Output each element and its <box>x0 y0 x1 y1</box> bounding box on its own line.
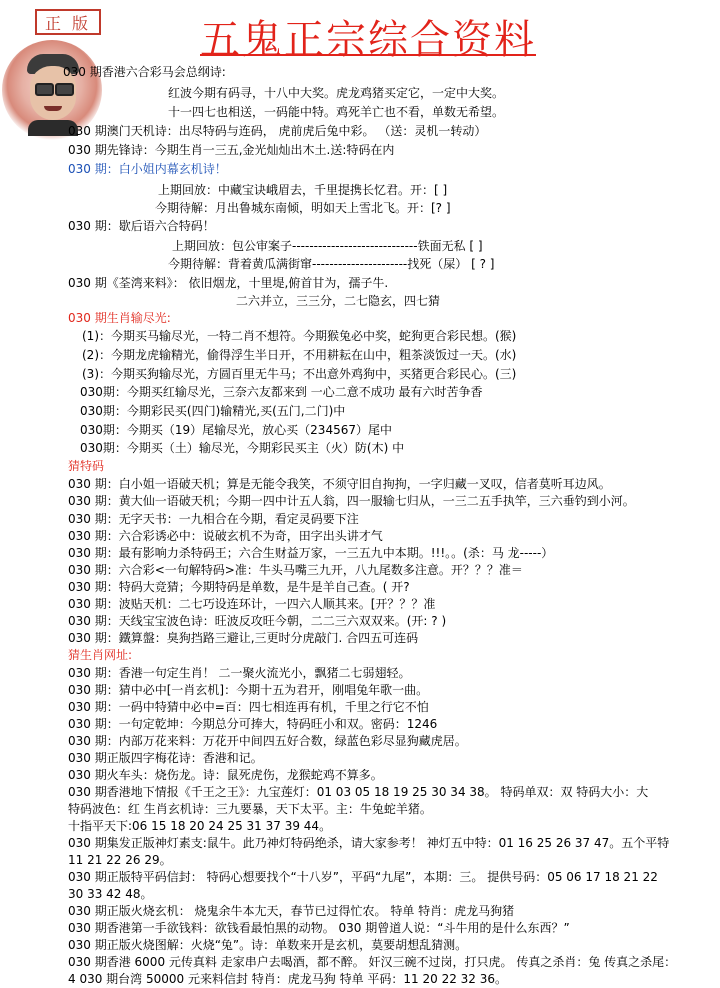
page-title: 五鬼正宗综合资料 <box>200 17 536 63</box>
text-line: 030期：今期买红输尽光，三奈六友都来到 一心二意不成功 最有六时苦争香 <box>80 385 483 399</box>
text-line: 十指平天下:06 15 18 20 24 25 31 37 39 44。 <box>68 819 332 833</box>
section-heading: 030 期生肖输尽光: <box>68 311 171 325</box>
genuine-version-badge: 正 版 <box>35 9 101 35</box>
text-line: 030 期正版火烧玄机： 烧鬼余牛本尢天，春节已过得忙农。 特单 特肖：虎龙马狗猪 <box>68 904 515 918</box>
text-line: 030 期：一句定乾坤：今期总分可捧大，特码旺小和双。密码：1246 <box>68 717 438 731</box>
header-line: 030 期香港六合彩马会总纲诗: <box>63 65 226 79</box>
text-line: 30 33 42 48。 <box>68 887 153 901</box>
text-line: 030期：今期买（19）尾输尽光，放心买（234567）尾中 <box>80 423 392 437</box>
text-line: 二六并立，三三分，二七隐玄，四七猜 <box>236 294 441 308</box>
text-line: 上期回放：中藏宝诀峨眉去，千里提携长忆君。开：[ ] <box>158 183 448 197</box>
text-line: 今期待解：背着黄瓜满街窜----------------------找死（屎） [ ? ] <box>168 257 495 271</box>
text-line: (2)：今期龙虎输精光，偷得浮生半日开，不用耕耘在山中，粗茶淡饭过一天。(水) <box>82 348 517 362</box>
text-line: 030 期：白小姐一语破天机；算是无能令我笑，不须守旧自拘拘，一字归藏一叉叹，信者莫听耳边风。 <box>68 477 611 491</box>
text-line: 11 21 22 26 29。 <box>68 853 172 867</box>
text-line: 030 期正版火烧图解：火烧“兔”。诗：单数来开是玄机，莫要胡想乱猜测。 <box>68 938 468 952</box>
text-line: 030 期：歇后语六合特码！ <box>68 219 215 233</box>
text-line: 030 期正版四字梅花诗：香港和记。 <box>68 751 263 765</box>
text-line: 030 期：无字天书：一九相合在今期，看定灵码要下注 <box>68 512 359 526</box>
text-line: 030 期：香港一句定生肖！ 二一聚火流光小，飘猪二七弱翅轻。 <box>68 666 411 680</box>
text-line: (3)：今期买狗输尽光，方圆百里无牛马；不出意外鸡狗中，买猪更合彩民心。(三) <box>82 367 517 381</box>
section-heading: 猜生肖网址: <box>68 648 133 662</box>
text-line: 030 期澳门天机诗：出尽特码与连码， 虎前虎后兔中彩。 （送：灵机一转动） <box>68 124 487 138</box>
avatar-glasses-left <box>35 83 54 96</box>
text-line: 030 期火车头：烧伤龙。诗：鼠死虎伤，龙猴蛇鸡不算多。 <box>68 768 383 782</box>
text-line: 030 期先锋诗：今期生肖一三五,金光灿灿出木土.送:特码在内 <box>68 143 395 157</box>
text-line: 030 期：波贴天机：二七巧设连环计，一四六人顺其来。[开？？？准 <box>68 597 436 611</box>
section-heading: 猜特码 <box>68 459 105 473</box>
text-line: 030 期香港 6000 元传真料 走家串户去喝酒，都不醉。 奸汉三碗不过岗，打只虎。 传真之杀肖：兔 传真之杀尾： <box>68 955 677 969</box>
text-line: 030 期集发正版神灯素支:鼠牛。此乃神灯特码绝杀，请大家参考！ 神灯五中特：01 16 25 26 37 47。五个平特 <box>68 836 670 850</box>
poem-line: 红波今期有码寻，十八中大奖。虎龙鸡猪买定它，一定中大奖。 <box>168 86 505 100</box>
section-heading: 030 期：白小姐内幕玄机诗！ <box>68 162 227 176</box>
poem-line: 十一四七也相送，一码能中特。鸡死羊亡也不看，单数无希望。 <box>168 105 505 119</box>
text-line: 030 期：六合彩<一句解特码>准：牛头马嘴三九开，八九尾数多注意。开？？？准＝ <box>68 563 523 577</box>
text-line: 030期：今期买（土）输尽光，今期彩民买主（火）防(木) 中 <box>80 441 405 455</box>
text-line: 特码波色：红 生肖玄机诗：三九要暴，天下太平。主：牛兔蛇羊猪。 <box>68 802 432 816</box>
text-line: 今期待解：月出鲁城东南倾，明如天上雪北飞。开：[? ] <box>155 201 451 215</box>
avatar-glasses-right <box>55 83 74 96</box>
text-line: 030 期《荃湾来料》： 依旧烟龙，十里堤,俯首甘为，孺子牛. <box>68 276 389 290</box>
text-line: 030 期：猜中必中[一肖玄机]：今期十五为君开，刚唱兔年歌一曲。 <box>68 683 429 697</box>
text-line: 030 期香港地下情报《千王之王》：九宝莲灯：01 03 05 18 19 25 30 34 38。 特码单双：双 特码大小：大 <box>68 785 649 799</box>
avatar-mouth <box>44 106 62 111</box>
text-line: 030 期：一码中特猜中必中=百：四七相连再有机，千里之行它不怕 <box>68 700 429 714</box>
text-line: (1)：今期买马输尽光，一特二肖不想符。今期猴兔必中奖，蛇狗更合彩民想。(猴) <box>82 329 517 343</box>
text-line: 030 期：天线宝宝波色诗：旺波反攻旺今朝，二二三六双双来。(开: ? ) <box>68 614 447 628</box>
text-line: 030 期：内部万花来料：万花开中间四五好合数，绿蓝色彩尽显狗藏虎居。 <box>68 734 467 748</box>
text-line: 030 期：特码大竞猜；今期特码是单数，是牛是羊自己查。( 开? <box>68 580 410 594</box>
text-line: 030 期正版特平码信封： 特码心想要找个“十八岁”，平码“九尾”，本期：三。 提供号码：05 06 17 18 21 22 <box>68 870 658 884</box>
text-line: 上期回放：包公审案子-----------------------------铁面无私 [ ] <box>172 239 483 253</box>
text-line: 030 期：最有影响力杀特码王；六合生财益万家，一三五九中本期。!!!。。(杀：马 龙-----） <box>68 546 554 560</box>
text-line: 030 期：黄大仙一语破天机；今期一四中计五人翁，四一服输七归从，一三二五手执竿，三六垂钓到小河。 <box>68 494 635 508</box>
text-line: 030期：今期彩民买(四门)输精光,买(五门,二门)中 <box>80 404 346 418</box>
text-line: 4 030 期台湾 50000 元来料信封 特肖：虎龙马狗 特单 平码：11 20 22 32 36。 <box>68 972 508 986</box>
text-line: 030 期香港第一手欲钱料：欲钱看最怕黑的动物。 030 期曾道人说：“斗牛用的是什么东西？” <box>68 921 570 935</box>
text-line: 030 期：六合彩诱必中：说破玄机不为奇，田字出头讲才气 <box>68 529 383 543</box>
text-line: 030 期：鐵算盤：臭狗挡路三避让,三更时分虎敲门. 合四五可连码 <box>68 631 419 645</box>
